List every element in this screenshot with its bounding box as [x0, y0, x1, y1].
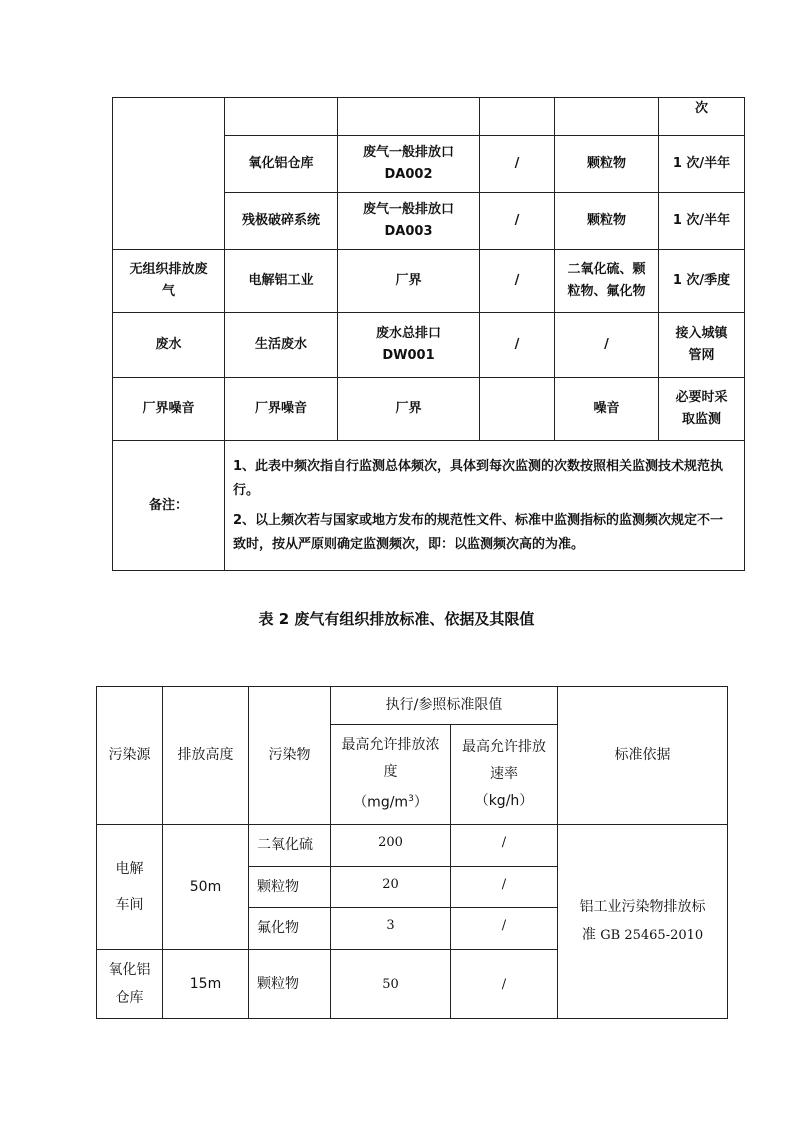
header-limit-group: 执行/参照标准限值	[331, 687, 558, 725]
height-cell	[480, 378, 555, 441]
frequency-cell: 必要时采 取监测	[659, 378, 745, 441]
header-pollutant: 污染物	[249, 687, 331, 825]
rate-cell: /	[451, 825, 558, 867]
table-row	[113, 313, 745, 378]
source-cell: 电解铝工业	[225, 250, 338, 313]
height-cell: /	[480, 313, 555, 378]
outlet-cell: 废气一般排放口 DA002	[338, 136, 480, 193]
pollutant-cell: 颗粒物	[555, 136, 659, 193]
frequency-cell: 1 次/半年	[659, 193, 745, 250]
note-item: 2、以上频次若与国家或地方发布的规范性文件、标准中监测指标的监测频次规定不一致时，按从严原则确定监测频次，即：以监测频次高的为准。	[233, 512, 724, 552]
table-row	[113, 378, 745, 441]
category-cell: 厂界噪音	[113, 378, 225, 441]
rate-cell: /	[451, 867, 558, 908]
concentration-cell: 20	[331, 867, 451, 908]
note-item: 1、此表中频次指自行监测总体频次，具体到每次监测的次数按照相关监测技术规范执行。	[233, 458, 724, 498]
pollutant-cell: 颗粒物	[249, 950, 331, 1019]
header-basis: 标准依据	[558, 687, 728, 825]
pollutant-cell: 二氧化硫、颗 粒物、氟化物	[555, 250, 659, 313]
header-height: 排放高度	[163, 687, 249, 825]
source-cell: 电解 车间	[97, 825, 163, 950]
header-source: 污染源	[97, 687, 163, 825]
outlet-cell: 厂界	[338, 250, 480, 313]
pollutant-cell: 颗粒物	[249, 867, 331, 908]
category-cell: 废水	[113, 313, 225, 378]
header-rate: 最高允许排放速率 （kg/h）	[451, 725, 558, 825]
pollutant-cell: /	[555, 313, 659, 378]
basis-cell: 铝工业污染物排放标 准 GB 25465-2010	[558, 825, 728, 1019]
outlet-cell: 废水总排口 DW001	[338, 313, 480, 378]
header-concentration: 最高允许排放浓度 $(mg/m^3)$	[331, 725, 451, 825]
concentration-cell: 50	[331, 950, 451, 1019]
source-cell: 生活废水	[225, 313, 338, 378]
source-cell: 氧化铝 仓库	[97, 950, 163, 1019]
source-cell: 残极破碎系统	[225, 193, 338, 250]
pollutant-cell: 氟化物	[249, 908, 331, 950]
height-cell: 15m	[163, 950, 249, 1019]
notes-cell	[225, 441, 745, 571]
note-label: 备注：	[113, 441, 225, 571]
table-row	[113, 250, 745, 313]
height-cell: /	[480, 136, 555, 193]
emission-standard-table	[96, 686, 728, 1019]
outlet-cell: 厂界	[338, 378, 480, 441]
header-row	[97, 687, 728, 725]
category-cell	[113, 98, 225, 250]
height-cell: /	[480, 193, 555, 250]
height-cell: 50m	[163, 825, 249, 950]
pollutant-cell: 二氧化硫	[249, 825, 331, 867]
frequency-cell: 1 次/半年	[659, 136, 745, 193]
height-cell: /	[480, 250, 555, 313]
source-cell: 氧化铝仓库	[225, 136, 338, 193]
concentration-cell: 3	[331, 908, 451, 950]
frequency-cell: 接入城镇 管网	[659, 313, 745, 378]
rate-cell: /	[451, 950, 558, 1019]
pollutant-cell: 颗粒物	[555, 193, 659, 250]
category-cell: 无组织排放废 气	[113, 250, 225, 313]
frequency-cell: 1 次/季度	[659, 250, 745, 313]
outlet-cell: 废气一般排放口 DA003	[338, 193, 480, 250]
notes-row	[113, 441, 745, 571]
frequency-cell: 次	[659, 98, 745, 136]
concentration-cell: 200	[331, 825, 451, 867]
table-row	[97, 825, 728, 867]
monitoring-table	[112, 97, 745, 571]
pollutant-cell: 噪音	[555, 378, 659, 441]
table-row	[113, 98, 745, 136]
table-title: 表 2 废气有组织排放标准、依据及其限值	[258, 610, 535, 628]
rate-cell: /	[451, 908, 558, 950]
source-cell: 厂界噪音	[225, 378, 338, 441]
